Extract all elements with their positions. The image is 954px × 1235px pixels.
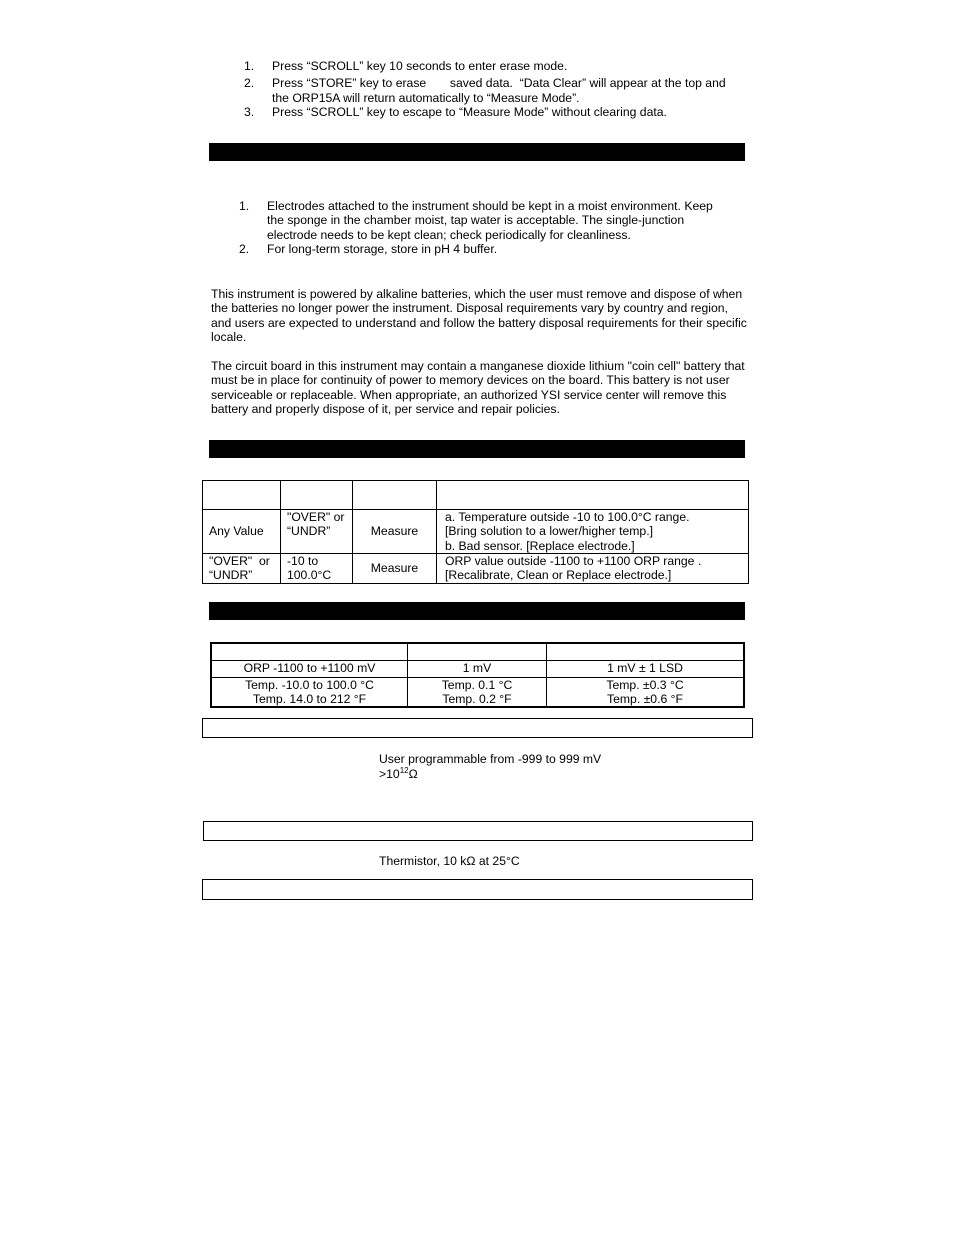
- cell-line: [Recalibrate, Clean or Replace electrode.]: [445, 568, 672, 583]
- cell: [408, 660, 547, 677]
- cell: "OVER" or “UNDR”: [281, 510, 353, 554]
- orp-spec-header-box: [202, 718, 753, 738]
- battery-disposal-paragraph: This instrument is powered by alkaline batteries, which the user must remove and dispose of when the batteries no longer power the instrument. Disposal requirements vary by country and region, and users are expected to understand and follow the battery disposal requirements for their specific locale.: [211, 287, 747, 344]
- orp-programmable-value: User programmable from -999 to 999 mV: [379, 752, 602, 766]
- list-item: [244, 105, 744, 119]
- cell-line: ORP value outside -1100 to +1100 ORP range .: [445, 554, 702, 568]
- header-cell: [281, 481, 353, 510]
- cell-line: Temp. 14.0 to 212 °F: [252, 691, 367, 706]
- step-number: 2.: [239, 241, 250, 256]
- header-cell: [408, 643, 547, 660]
- step-text: For long-term storage, store in pH 4 buffer.: [267, 241, 498, 256]
- list-item: [244, 59, 744, 73]
- cell-line: [Bring solution to a lower/higher temp.]: [445, 524, 653, 539]
- header-cell: [203, 481, 281, 510]
- list-item: [244, 76, 744, 105]
- step-number: 1.: [244, 59, 255, 73]
- cell-line: ORP -1100 to +1100 mV: [243, 661, 376, 676]
- cell: -10 to 100.0°C: [281, 554, 353, 584]
- cell: Any Value: [203, 510, 281, 554]
- section-header-bar: [209, 440, 745, 458]
- cell-line: Temp. 0.1 °C: [441, 677, 513, 692]
- cell: [437, 510, 749, 554]
- cell-line: a. Temperature outside -10 to 100.0°C range.: [445, 510, 690, 525]
- spec-header-box: [202, 879, 753, 900]
- step-number: 1.: [239, 199, 250, 213]
- temp-spec-header-box: [203, 821, 753, 841]
- cell: [408, 677, 547, 707]
- list-item: [239, 242, 733, 256]
- cell: Measure: [353, 510, 437, 554]
- step-text: Press “SCROLL” key to escape to “Measure Mode” without clearing data.: [272, 104, 667, 119]
- cell-line: Temp. ±0.6 °F: [607, 691, 683, 706]
- troubleshooting-table: [202, 480, 749, 584]
- cell: [211, 660, 408, 677]
- cell-line: 1 mV: [462, 661, 492, 676]
- cell-line: Temp. ±0.3 °C: [606, 677, 684, 692]
- impedance-exponent: 12: [399, 766, 409, 775]
- input-impedance-value: [379, 767, 418, 781]
- step-number: 3.: [244, 104, 255, 119]
- table-row: [211, 677, 744, 707]
- cell: "OVER" or “UNDR”: [203, 554, 281, 584]
- cell: [211, 677, 408, 707]
- impedance-prefix: >10: [379, 767, 400, 781]
- cell-line: b. Bad sensor. [Replace electrode.]: [445, 538, 635, 553]
- table-row: [203, 510, 749, 554]
- cell-line: Temp. 0.2 °F: [442, 691, 512, 706]
- cell-line: 1 mV ± 1 LSD: [607, 661, 683, 676]
- header-cell: [547, 643, 745, 660]
- cell: [547, 677, 745, 707]
- step-number: 2.: [244, 76, 255, 91]
- step-text: Electrodes attached to the instrument should be kept in a moist environment. Keep the sponge in the chamber moist, tap water is acceptable. The single-junction electrode needs to be kept clean; check periodically for cleanliness.: [267, 199, 713, 242]
- cell: [547, 660, 745, 677]
- table-row: [211, 660, 744, 677]
- header-cell: [353, 481, 437, 510]
- header-cell: [211, 643, 408, 660]
- cell: Measure: [353, 554, 437, 584]
- coin-cell-paragraph: The circuit board in this instrument may contain a manganese dioxide lithium "coin cell" battery that must be in place for continuity of power to memory devices on the board. This battery is not user serviceable or replaceable. When appropriate, an authorized YSI service center will remove this battery and properly dispose of it, per service and repair policies.: [211, 359, 745, 416]
- section-header-bar: [209, 602, 745, 620]
- temp-probe-value: Thermistor, 10 kΩ at 25°C: [379, 854, 520, 868]
- table-row: [203, 554, 749, 584]
- step-text: Press “SCROLL” key 10 seconds to enter erase mode.: [272, 59, 568, 73]
- section-header-bar: [209, 143, 745, 161]
- impedance-unit: Ω: [408, 767, 418, 781]
- cell: [437, 554, 749, 584]
- list-item: [239, 199, 733, 242]
- table-header-row: [211, 643, 744, 660]
- table-header-row: [203, 481, 749, 510]
- specifications-table: [210, 642, 745, 708]
- erase-steps-list: [244, 59, 744, 119]
- step-text: Press “STORE” key to erase saved data. “Data Clear” will appear at the top and the ORP15A will return automatically to “Measure Mode”.: [272, 76, 730, 105]
- header-cell: [437, 481, 749, 510]
- cell-line: Temp. -10.0 to 100.0 °C: [245, 677, 374, 692]
- maintenance-steps-list: [239, 199, 733, 256]
